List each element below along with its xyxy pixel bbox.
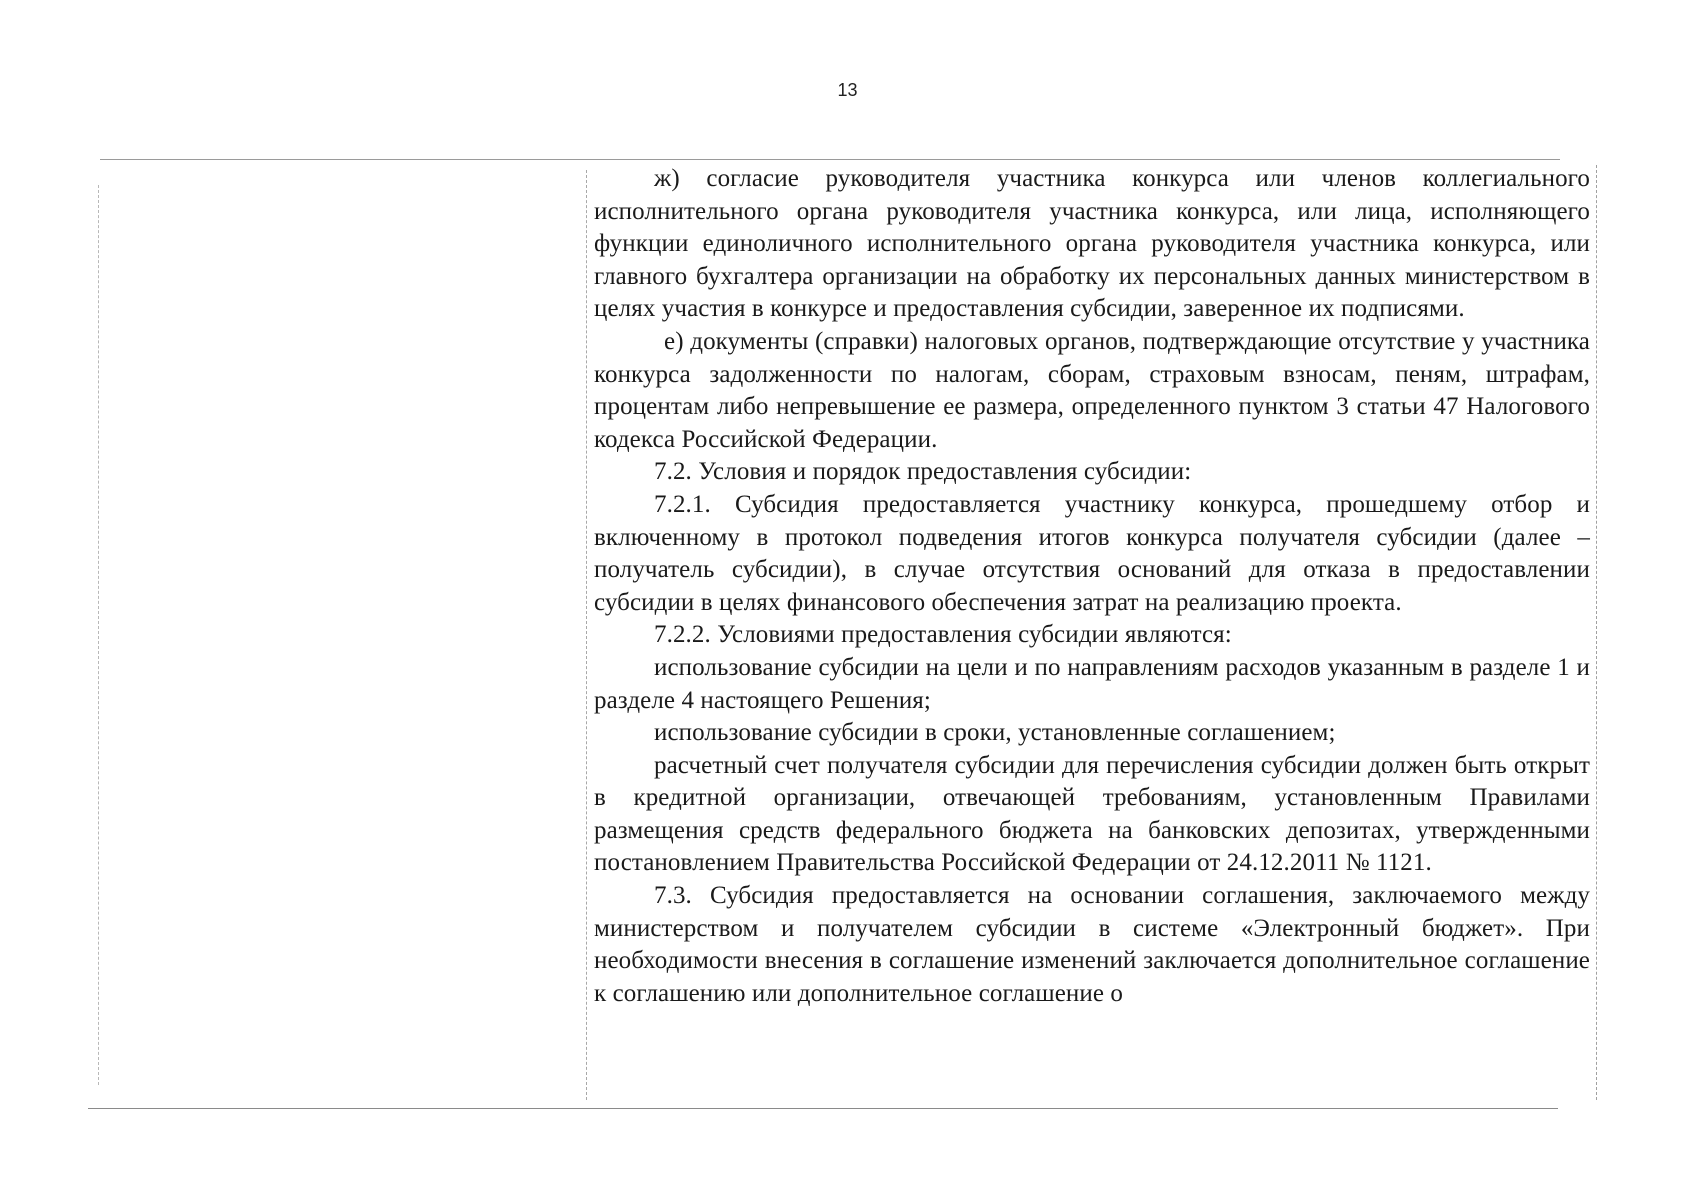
paragraph-consent: ж) согласие руководителя участника конкурса или членов коллегиального исполнительного органа руководителя участника конкурса, или лица, исполняющего функции единоличного исполнительного органа руководителя участника конкурса, или главного бухгалтера организации на обработку их персональных данных министерством в целях участия в конкурсе и предоставления субсидии, заверенное их подписями. — [594, 165, 1590, 323]
page-number: 13 — [837, 80, 858, 100]
paragraph-tax-documents: е) документы (справки) налоговых органов, подтверждающие отсутствие у участника конкурса задолженности по налогам, сборам, страховым взносам, пеням, штрафам, процентам либо непревышение ее размера, определенного пунктом 3 статьи 47 Налогового кодекса Российской Федерации. — [594, 327, 1590, 453]
frame-right-line — [1596, 165, 1597, 1100]
frame-left-line — [98, 185, 99, 1085]
section-heading-7-2-2: 7.2.2. Условиями предоставления субсидии являются: — [654, 621, 1232, 649]
frame-divider-line — [586, 170, 587, 1100]
paragraph-condition-purpose: использование субсидии на цели и по направлениям расходов указанным в разделе 1 и разделе 4 настоящего Решения; — [594, 653, 1590, 714]
frame-top-line — [100, 159, 1560, 160]
paragraph-7-2-1: 7.2.1. Субсидия предоставляется участнику конкурса, прошедшему отбор и включенному в протокол подведения итогов конкурса получателя субсидии (далее – получатель субсидии), в случае отсутствия оснований для отказа в предоставлении субсидии в целях финансового обеспечения затрат на реализацию проекта. — [594, 490, 1590, 616]
frame-bottom-line — [88, 1108, 1558, 1109]
section-heading-7-2: 7.2. Условия и порядок предоставления субсидии: — [654, 458, 1192, 486]
document-body — [594, 163, 1590, 1010]
paragraph-condition-account: расчетный счет получателя субсидии для перечисления субсидии должен быть открыт в кредитной организации, отвечающей требованиям, установленным Правилами размещения средств федерального бюджета на банковских депозитах, утвержденными постановлением Правительства Российской Федерации от 24.12.2011 № 1121. — [594, 751, 1590, 877]
paragraph-7-3: 7.3. Субсидия предоставляется на основании соглашения, заключаемого между министерством и получателем субсидии в системе «Электронный бюджет». При необходимости внесения в соглашение изменений заключается дополнительное соглашение к соглашению или дополнительное соглашение о — [594, 882, 1590, 1007]
paragraph-condition-terms: использование субсидии в сроки, установленные соглашением; — [654, 719, 1336, 747]
